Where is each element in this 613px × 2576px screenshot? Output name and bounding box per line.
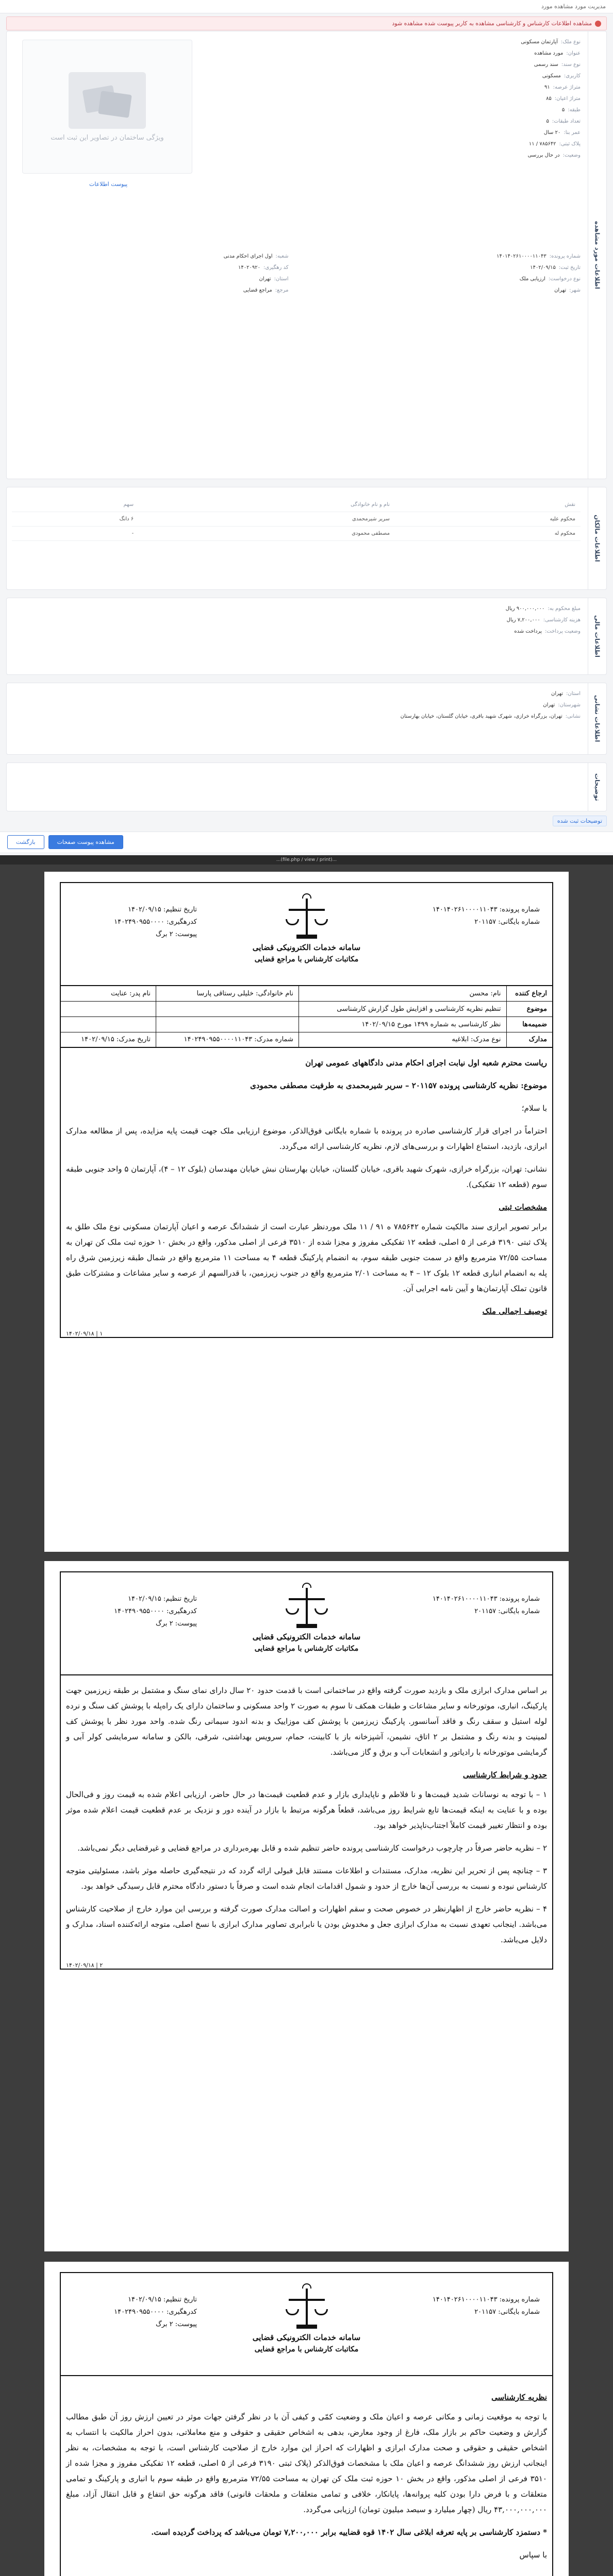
table-cell: محکوم علیه bbox=[395, 512, 581, 527]
view-attachments-button[interactable]: مشاهده پیوست صفحات bbox=[48, 835, 123, 849]
heading-limits: حدود و شرایط کارشناسی bbox=[462, 1770, 547, 1780]
heading-description: توصیف اجمالی ملک bbox=[482, 1307, 547, 1316]
field-label: شهرستان: bbox=[558, 702, 581, 708]
info-label: مدارک bbox=[506, 1032, 553, 1047]
section-title-notes: توضیحات bbox=[588, 763, 606, 811]
meta-line: شماره پرونده: ۱۴۰۱۴۰۲۶۱۰۰۰۰۱۱۰۴۳ bbox=[432, 1595, 540, 1603]
notes-bar bbox=[6, 815, 607, 826]
field-label: تاریخ ثبت: bbox=[558, 265, 581, 270]
table-cell: - bbox=[12, 527, 139, 541]
field-row bbox=[261, 50, 581, 57]
field-row bbox=[12, 276, 289, 283]
info-label: ارجاع کننده bbox=[506, 986, 553, 1001]
info-value: تنظیم نظریه کارشناسی و افزایش طول گزارش کارشناسی bbox=[299, 1001, 506, 1016]
field-row bbox=[304, 276, 581, 283]
field-row bbox=[261, 617, 581, 624]
field-value: ۸۵ bbox=[546, 96, 552, 101]
document-page-1 bbox=[44, 872, 569, 1552]
meta-line: کدرهگیری: ۱۴۰۲۴۹۰۹۵۵۰۰۰۰ bbox=[114, 2308, 197, 2316]
document-page-2 bbox=[44, 1561, 569, 2251]
field-value: مسکونی bbox=[542, 73, 561, 79]
paragraph-fee: * دستمزد کارشناسی بر پایه تعرفه ابلاغی سال ۱۴۰۲ قوه قضاییه برابر ۷,۲۰۰,۰۰۰ تومان می‌باشد که پرداخت گردیده است. bbox=[151, 2528, 547, 2537]
field-row bbox=[261, 605, 581, 613]
app-topbar bbox=[0, 0, 613, 13]
field-value: ۷,۲۰۰,۰۰۰ ریال bbox=[506, 617, 540, 623]
address-fields bbox=[261, 690, 581, 724]
photo-caption: ویژگی ساختمان در تصاویر این ثبت است bbox=[51, 133, 164, 142]
meta-left bbox=[73, 2294, 197, 2331]
field-label: طبقه: bbox=[568, 107, 581, 113]
field-value: ۱۴۰۲/۰۹/۱۵ bbox=[530, 265, 556, 270]
field-row bbox=[261, 61, 581, 69]
meta-right bbox=[385, 1593, 540, 1618]
field-row bbox=[261, 713, 581, 720]
section-title-case: اطلاعات مورد مشاهده bbox=[588, 31, 606, 479]
meta-right bbox=[385, 904, 540, 928]
info-row bbox=[60, 1001, 553, 1016]
field-value: ۲۰ سال bbox=[543, 130, 561, 135]
field-value: در حال بررسی bbox=[527, 152, 560, 158]
paragraph-registration: برابر تصویر ابرازی سند مالکیت شماره ۷۸۵۶۴۲ ه ۹۱ / ۱۱ ملک موردنظر عبارت است از ششدانگ عرصه و اعیان آپارتمان مسکونی نوع ملک طلق به پلاک ثبتی ۳۱۹۰ فرعی از ۵ اصلی، قطعه ۱۲ تفکیکی مفروز و مجزا شده از ۳۵۱۰ فرعی از اصلی مذکور، واقع در بخش ۱۰ حوزه ثبت ملک کن تهران به مساحت ۷۲/۵۵ مترمربع واقع در سمت جنوبی طبقه سوم، به انضمام پارکینگ قطعه ۴ به مساحت ۱۱ مترمربع واقع در شمال طبقه زیرزمین شرق راه پله به انضمام انباری قطعه ۱۲ بلوک ۱۲ – ۴ به مساحت ۲/۰۱ مترمربع واقع در جنوب زیرزمین، با قدرالسهم از عرصه و سایر مشاعات و مشترکات طبق قانون تملک آپارتمان‌ها و آیین نامه اجرایی آن. bbox=[66, 1222, 547, 1293]
info-value bbox=[60, 1001, 156, 1016]
info-value: نام: محسن bbox=[299, 986, 506, 1001]
owners-table-header bbox=[12, 498, 581, 512]
field-value: ۵ bbox=[561, 107, 565, 113]
field-row bbox=[12, 264, 289, 272]
recipient: ریاست محترم شعبه اول نیابت اجرای احکام مدنی دادگاههای عمومی تهران bbox=[305, 1058, 547, 1067]
field-label: تعداد طبقات: bbox=[552, 118, 581, 124]
seal-block bbox=[219, 893, 394, 963]
meta-line: شماره بایگانی: ۲۰۱۱۵۷ bbox=[474, 2308, 540, 2316]
seal-subtitle: مکاتبات کارشناس با مراجع قضایی bbox=[254, 2345, 359, 2353]
document-info-table bbox=[60, 985, 553, 1048]
case-info-section bbox=[6, 31, 607, 479]
field-value: سند رسمی bbox=[534, 62, 558, 67]
paragraph-opinion: با توجه به موقعیت زمانی و مکانی عرصه و اعیان ملک و وضعیت کمّی و کیفی آن با در نظر گرفتن جهات موثر در تعیین ارزش روز آن طبق مطالب گزارش و وضعیت حاکم بر بازار ملک، فارغ از وجود معارض، بدهی به اشخاص حقیقی و حقوقی و منع معاملاتی، بدون احراز مالکیت با انتساب به اشخاص حقیقی و حقوقی و صحت مدارک ابرازی و اظهارات که احراز این موارد خارج از صلاحیت کارشناس است، با توجه به مشخصات، به نظر اینجانب ارزش روز ششدانگ عرصه و اعیان ملک با مشخصات فوق‌الذکر (پلاک ثبتی ۳۱۹۰ فرعی از ۵ اصلی، قطعه ۱۲ تفکیکی مفروز و مجزا شده از ۳۵۱۰ فرعی از اصلی مذکور، واقع در بخش ۱۰ حوزه ثبت ملک کن تهران به مساحت ۷۲/۵۵ مترمربع واقع در طبقه سوم با انباری و پارکینگ و تمامی متعلقات و با فرض دارا بودن کلیه پروانه‌ها، پایانکار، خلافی و تمامی متعلقات و ملحقات قانونی) فاقد هرگونه حق انتفاع و قابل انتقال آزاد، مبلغ ۴۳,۰۰۰,۰۰۰,۰۰۰ ریال (چهار میلیارد و سیصد میلیون تومان) ارزیابی می‌گردد. bbox=[66, 2412, 547, 2514]
field-label: متراژ عرصه: bbox=[553, 84, 581, 90]
field-row bbox=[261, 690, 581, 698]
field-value: ۹۰۰,۰۰۰,۰۰۰ ریال bbox=[505, 606, 545, 612]
field-label: شماره پرونده: bbox=[549, 253, 581, 259]
field-value: تهران، بزرگراه خرازی، شهرک شهید باقری، خیابان گلستان، خیابان بهارستان bbox=[400, 714, 562, 719]
field-row bbox=[261, 84, 581, 91]
meta-line: پیوست: ۲ برگ bbox=[156, 930, 197, 938]
info-value: تاریخ مدرک: ۱۴۰۲/۰۹/۱۵ bbox=[60, 1032, 156, 1047]
field-label: هزینه کارشناسی: bbox=[543, 617, 581, 623]
field-label: نشانی: bbox=[565, 714, 581, 719]
meta-line: پیوست: ۲ برگ bbox=[156, 2320, 197, 2328]
field-value: ۹۱ bbox=[544, 84, 550, 90]
field-row bbox=[261, 73, 581, 80]
field-label: عمر بنا: bbox=[564, 130, 581, 135]
field-row bbox=[12, 253, 289, 260]
breadcrumb[interactable]: مدیریت مورد مشاهده مورد bbox=[541, 3, 606, 10]
field-label: وضعیت: bbox=[562, 152, 581, 158]
photo-placeholder bbox=[22, 40, 192, 174]
field-value: ۷۸۵۶۴۲ / ۱۱ bbox=[528, 141, 556, 147]
field-label: کد رهگیری: bbox=[263, 265, 289, 270]
field-row bbox=[261, 39, 581, 46]
case-fields bbox=[261, 39, 581, 163]
judiciary-seal-icon bbox=[284, 1583, 330, 1629]
field-label: عنوان: bbox=[566, 50, 581, 56]
field-label: استان: bbox=[274, 276, 289, 282]
action-bar bbox=[0, 832, 613, 852]
field-row bbox=[261, 95, 581, 103]
finance-section bbox=[6, 598, 607, 675]
table-cell: ۶ دانگ bbox=[12, 512, 139, 527]
paragraph-address: نشانی: تهران، بزرگراه خرازی، شهرک شهید باقری، خیابان گلستان، خیابان بهارستان نبش خیابان مهندسان (بلوک ۱۲ – ۴)، آپارتمان ۵ واحد جنوبی طبقه سوم (قطعه ۱۲ تفکیکی). bbox=[66, 1164, 547, 1189]
paragraph-description: بر اساس مدارک ابرازی ملک و بازدید صورت گرفته واقع در ساختمانی است با قدمت حدود ۲۰ سال دارای نمای سنگ و مشتمل بر طبقه زیرزمین جهت پارکینگ، انباری، موتورخانه و سایر مشاعات و طبقات همکف تا سوم به صورت ۲ واحد مسکونی و ساختمان دارای یک راه‌پله با پوشش کف سنگ و نرده لوله استیل و سقف رنگ و فاقد آسانسور. پارکینگ زیرزمین با پوشش کف موزاییک و بدنه اندود سیمانی رنگ شده. واحد مورد نظر با پوشش کف لمینیت و بدنه رنگ و مشتمل بر ۲ اتاق، نشیمن، آشپزخانه باز با کابینت، حمام، سرویس بهداشتی، شرقی، بالکن و سامانه سرمایشی کولر آبی و گرمایشی موتورخانه با رادیاتور و انشعابات آب و برق و گاز می‌باشد. bbox=[66, 1686, 547, 1757]
info-value: نوع مدرک: ابلاغیه bbox=[299, 1032, 506, 1047]
field-label: کاربری: bbox=[564, 73, 581, 79]
greeting: با سلام؛ bbox=[521, 1104, 547, 1113]
case-view-panel bbox=[0, 0, 613, 855]
document-viewer-topbar: ...(file.php / view / print)... bbox=[0, 855, 613, 865]
warning-icon bbox=[595, 21, 601, 27]
section-title-finance: اطلاعات مالی bbox=[588, 598, 606, 674]
alert-text: مشاهده اطلاعات کارشناس و کارشناسی مشاهده به کاربر پیوست شده مشاهده شود bbox=[392, 20, 592, 27]
image-icon bbox=[69, 72, 146, 129]
page-footer: ۱۴۰۲/۰۹/۱۸ | ۱ bbox=[66, 1330, 103, 1337]
owners-header-cell: نام و نام خانوادگی bbox=[139, 498, 395, 512]
paragraph-limit-3: ۳ – چنانچه پس از تحریر این نظریه، مدارک، مستندات و اطلاعات مستند قابل قبولی ارائه گردد که در نتیجه‌گیری حاصله موثر باشد، مسئولیتی متوجه کارشناس نبوده و نسبت به بررسی آن‌ها خارج از حدود و شمول اقدامات انجام شده است و صرفاً با دستور دادگاه محترم قابل رسیدگی خواهد بود. bbox=[66, 1866, 547, 1891]
field-row bbox=[12, 287, 289, 294]
info-value: نظر کارشناسی به شماره ۱۴۹۹ مورخ ۱۴۰۲/۰۹/۱۵ bbox=[299, 1016, 506, 1032]
paragraph-limit-4: ۴ – نظریه حاضر خارج از اظهارنظر در خصوص صحت و سقم اظهارات و اصالت مدارک صورت گرفته و بررسی این موارد خارج از صلاحیت کارشناس می‌باشد. اینجانب تعهدی نسبت به مدارک ابرازی جعل و مخدوش بودن یا نابرابری تصاویر مدارک ابرازی با نسخ اصلی، متوجه ارائه‌کننده اسناد، مدارک و دلایل می‌باشد. bbox=[66, 1904, 547, 1944]
seal-title: سامانه خدمات الکترونیکی قضایی bbox=[252, 943, 361, 952]
owners-header-cell: سهم bbox=[12, 498, 139, 512]
field-row bbox=[304, 287, 581, 294]
paragraph-limit-1: ۱ – با توجه به نوسانات شدید قیمت‌ها و نا فلاطم و ناپایداری بازار و عدم قطعیت قیمت‌ها در حال حاضر، ارزیابی اعلام شده به قیمت روز و فی‌الحال بوده و با عنایت به اینکه قیمت‌ها تابع شرایط روز می‌باشد، قطعاً هرگونه مرتبط با بازار در آینده دور و نزدیک بر عدم قطعیت قیمت اعلام شده موثر بوده و انتظار تغییر قیمت کاملاً اجتناب‌ناپذیر خواهد بود. bbox=[66, 1790, 547, 1830]
table-cell: سریر شیرمحمدی bbox=[139, 512, 395, 527]
meta-line: کدرهگیری: ۱۴۰۲۴۹۰۹۵۵۰۰۰۰ bbox=[114, 1607, 197, 1615]
paragraph-limit-2: ۲ – نظریه حاضر صرفاً در چارچوب درخواست کارشناسی پرونده حاضر تنظیم شده و قابل بهره‌برداری در مراجع قضایی و غیرقضایی دیگر نمی‌باشد. bbox=[77, 1843, 547, 1853]
seal-subtitle: مکاتبات کارشناس با مراجع قضایی bbox=[254, 1645, 359, 1653]
meta-line: تاریخ تنظیم: ۱۴۰۲/۰۹/۱۵ bbox=[128, 2296, 197, 2303]
judiciary-seal-icon bbox=[284, 2283, 330, 2330]
field-value: تهران bbox=[543, 702, 555, 708]
seal-title: سامانه خدمات الکترونیکی قضایی bbox=[252, 1632, 361, 1641]
address-section bbox=[6, 683, 607, 755]
back-button[interactable]: بازگشت bbox=[7, 835, 44, 849]
subject: موضوع: نظریه کارشناسی پرونده ۲۰۱۱۵۷ – سریر شیرمحمدی به طرفیت مصطفی محمودی bbox=[250, 1081, 547, 1090]
owners-section bbox=[6, 487, 607, 590]
field-value: ارزیابی ملک bbox=[519, 276, 545, 282]
field-row bbox=[261, 107, 581, 114]
field-label: نوع ملک: bbox=[560, 39, 581, 45]
case-fields-secondary bbox=[12, 253, 581, 294]
seal-block bbox=[219, 2283, 394, 2353]
field-label: شهر: bbox=[569, 287, 581, 293]
info-row bbox=[60, 986, 553, 1001]
owners-table bbox=[12, 498, 581, 541]
field-label: نوع درخواست: bbox=[548, 276, 581, 282]
field-row bbox=[261, 628, 581, 635]
finance-fields bbox=[261, 605, 581, 639]
info-value: شماره مدرک: ۱۴۰۲۴۹۰۹۵۵۰۰۰۰۱۱۰۴۳ bbox=[156, 1032, 299, 1047]
field-label: نوع سند: bbox=[561, 62, 581, 67]
field-value: پرداخت شده bbox=[514, 629, 542, 634]
seal-subtitle: مکاتبات کارشناس با مراجع قضایی bbox=[254, 955, 359, 963]
field-label: وضعیت پرداخت: bbox=[544, 629, 581, 634]
field-label: شعبه: bbox=[275, 253, 289, 259]
table-row bbox=[12, 527, 581, 541]
info-row bbox=[60, 1032, 553, 1047]
info-label: ضمیمه‌ها bbox=[506, 1016, 553, 1032]
section-title-owners: اطلاعات مالکان bbox=[588, 487, 606, 589]
meta-line: کدرهگیری: ۱۴۰۲۴۹۰۹۵۵۰۰۰۰ bbox=[114, 918, 197, 926]
field-label: استان: bbox=[566, 691, 581, 697]
info-value: نام پدر: عنایت bbox=[60, 986, 156, 1001]
info-value: نام خانوادگی: خلیلی رستاقی پارسا bbox=[156, 986, 299, 1001]
field-label: متراژ اعیان: bbox=[554, 96, 581, 101]
field-value: تهران bbox=[551, 691, 564, 697]
heading-opinion: نظریه کارشناسی bbox=[491, 2393, 547, 2402]
field-label: پلاک ثبتی: bbox=[559, 141, 581, 147]
page-header bbox=[60, 2272, 553, 2375]
field-value: اول اجرای احکام مدنی bbox=[223, 253, 273, 259]
info-value bbox=[60, 1016, 156, 1032]
meta-line: شماره بایگانی: ۲۰۱۱۵۷ bbox=[474, 1607, 540, 1615]
meta-line: تاریخ تنظیم: ۱۴۰۲/۰۹/۱۵ bbox=[128, 906, 197, 913]
document-page-3 bbox=[44, 2262, 569, 2576]
field-row bbox=[261, 141, 581, 148]
seal-title: سامانه خدمات الکترونیکی قضایی bbox=[252, 2333, 361, 2342]
page-header bbox=[60, 1571, 553, 1674]
heading-registration: مشخصات ثبتی bbox=[499, 1202, 547, 1212]
meta-line: شماره بایگانی: ۲۰۱۱۵۷ bbox=[474, 918, 540, 926]
field-value: آپارتمان مسکونی bbox=[521, 39, 558, 45]
field-row bbox=[304, 264, 581, 272]
attachment-link[interactable]: پیوست اطلاعات bbox=[89, 181, 128, 188]
meta-line: شماره پرونده: ۱۴۰۱۴۰۲۶۱۰۰۰۰۱۱۰۴۳ bbox=[432, 906, 540, 913]
owners-header-cell: نقش bbox=[395, 498, 581, 512]
field-value: ۱۴۰۲۰۹۲۰ bbox=[238, 265, 260, 270]
field-value: ۱۴۰۱۴۰۲۶۱۰۰۰۰۱۱۰۴۳ bbox=[496, 253, 546, 259]
field-value: مراجع قضایی bbox=[243, 287, 272, 293]
field-value: تهران bbox=[259, 276, 271, 282]
meta-left bbox=[73, 1593, 197, 1630]
paragraph-intro: احتراماً در اجرای قرار کارشناسی صادره در پرونده با شماره بایگانی فوق‌الذکر، موضوع ارزیابی ملک جهت قیمت پایه مزایده، پس از مطالعه مدارک ابرازی، بازدید، استماع اظهارات و بررسی‌های لازم، نظریه کارشناسی ارائه می‌گردد. bbox=[66, 1126, 547, 1151]
field-row bbox=[261, 118, 581, 125]
table-row bbox=[12, 512, 581, 527]
page-footer: ۱۴۰۲/۰۹/۱۸ | ۲ bbox=[66, 1962, 103, 1969]
seal-block bbox=[219, 1583, 394, 1653]
field-row bbox=[261, 129, 581, 137]
notes-section bbox=[6, 762, 607, 811]
field-row bbox=[261, 152, 581, 159]
info-value bbox=[156, 1001, 299, 1016]
meta-line: تاریخ تنظیم: ۱۴۰۲/۰۹/۱۵ bbox=[128, 1595, 197, 1603]
alert-banner bbox=[6, 16, 607, 30]
meta-line: شماره پرونده: ۱۴۰۱۴۰۲۶۱۰۰۰۰۱۱۰۴۳ bbox=[432, 2296, 540, 2303]
info-label: موضوع bbox=[506, 1001, 553, 1016]
meta-left bbox=[73, 904, 197, 941]
field-value: ۵ bbox=[546, 118, 549, 124]
document-viewer bbox=[0, 855, 613, 2576]
notes-tag[interactable]: توضیحات ثبت شده bbox=[553, 816, 607, 826]
field-label: مرجع: bbox=[275, 287, 289, 293]
judiciary-seal-icon bbox=[284, 893, 330, 940]
field-row bbox=[304, 253, 581, 260]
meta-line: پیوست: ۲ برگ bbox=[156, 1620, 197, 1628]
field-label: مبلغ محکوم به: bbox=[548, 606, 581, 612]
section-title-address: اطلاعات نشانی bbox=[588, 683, 606, 754]
field-value: مورد مشاهده bbox=[534, 50, 564, 56]
table-cell: مصطفی محمودی bbox=[139, 527, 395, 541]
page-header bbox=[60, 882, 553, 985]
table-cell: محکوم له bbox=[395, 527, 581, 541]
field-row bbox=[261, 702, 581, 709]
info-value bbox=[156, 1016, 299, 1032]
closing: با سپاس bbox=[519, 2550, 547, 2560]
info-row bbox=[60, 1016, 553, 1032]
meta-right bbox=[385, 2294, 540, 2318]
field-value: تهران bbox=[554, 287, 567, 293]
